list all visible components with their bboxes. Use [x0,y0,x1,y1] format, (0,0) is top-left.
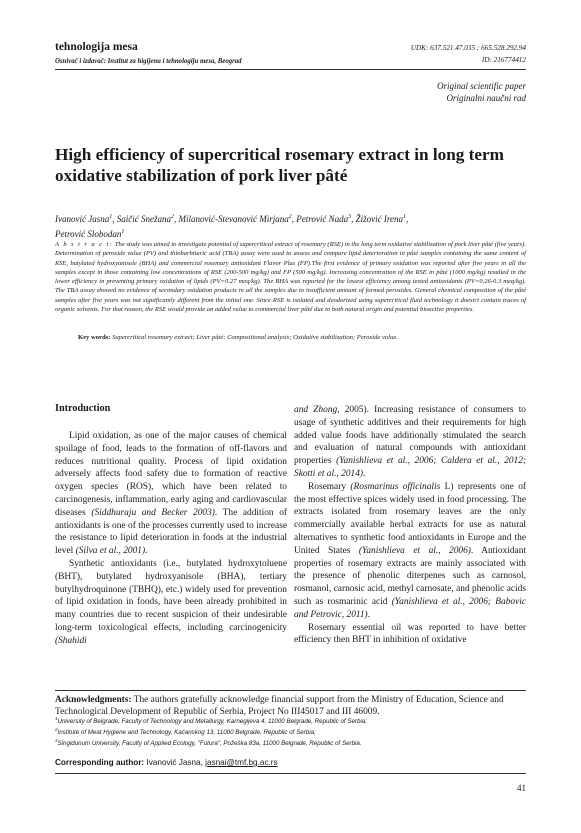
paragraph: Rosemary (Rosmarinus officinalis L) represents one of the most effective spices widely used in food processing. The extracts isolated from rosemary leaves are the only commercially available herbal extracts for use as natural alternatives to synthetic food antioxidants in Europe and the United States (Yanishlieva et al., 2006). Antioxidant properties of rosemary extracts are mainly associated with the presence of phenolic diterpenes such as carnosol, rosmanol, carnosic acid, methyl carnosate, and phenolic acids such as rosmarinic acid (Yanishlieva et al., 2006; Babovic and Petrovic, 2011). [294,481,527,620]
body-column-left [55,430,287,648]
corresponding-label: Corresponding author: [55,758,145,767]
journal-name: tehnologija mesa [55,41,138,53]
corresponding-email-link[interactable]: jasnai@tmf.bg.ac.rs [205,758,278,767]
publisher-line: Osnivač i izdavač: Institut za higijenu i tehnologiju mesa, Beograd [55,58,242,65]
author: Ivanović Jasna [55,214,110,224]
keywords-text: Supercritical rosemary extract; Liver pâté; Compositional analysis; Oxidative stabilization; Peroxide value. [112,334,398,341]
paragraph: Synthetic antioxidants (i.e., butylated hydroxytoluene (BHT), butylated hydroxyanisole (BHA), tertiary butylhydroquinone (TBHQ), etc.) widely used for prevention of lipid oxidation in foods, have been already prohibited in many countries due to recent suspicion of their undesirable long-term toxicological effects, including carcinogenicity (Shahidi [55,558,287,646]
author: Saičić Snežana [116,214,171,224]
udk-code: UDK: 637.521.47.035 ; 665.528.292.94 [410,44,526,52]
corresponding-author [55,758,278,767]
author: Petrović Slobodan [55,229,122,239]
article-id: ID: 216774412 [481,56,526,64]
ack-text: The authors gratefully acknowledge financial support from the Ministry of Education, Science and Technological Development of Republic of Serbia, Project No III45017 and III 46009. [55,695,504,718]
paragraph: Lipid oxidation, as one of the major causes of chemical spoilage of food, leads to the formation of off-flavors and reduces nutritional quality. Process of lipid oxidation adversely affects food safety due to formation of reactive oxygen species (ROS), which have been related to carcinogenesis, inflammation, early aging and cardiovascular diseases (Siddhuraju and Becker 2003). The addition of antioxidants is one of the processes currently used to increase the resistance to lipid deterioration in foods at the industrial level (Silva et al., 2001). [55,431,287,557]
affiliation: $^2$Institute of Meat Hygiene and Technology, Kaćanskog 13, 11000 Belgrade, Republic of Serbia; [55,727,316,737]
paragraph: Rosemary essential oil was reported to have better efficiency then BHT in inhibition of oxidative [294,622,526,646]
abstract-label: A b s t r a c t: [55,241,114,248]
corresponding-name: Ivanović Jasna, [146,758,203,767]
abstract-text: The study was aimed to investigate potential of supercritical extract of rosemary (RSE) in the long term oxidative stabilization of pork liver pâté (five years). Determination of peroxide value (PV) and thiobarbituric acid (TBA) assay were used to assess and compare lipid deterioration in pâté samples containing the same content of RSE, butylated hydroxyanisole (BHA) and commercial rosemary antioxidant Flavor Plus (FP).The first evidence of primary oxidation was reported after five years in all the samples except in those containing low concentrations of RSE (200-500 mg/kg) and FP (500 mg/kg). Increasing concentration of the RSE in pâté (1000 mg/kg) resulted in the lower efficiency in preventing primary oxidation of lipids (PV=0.27 meq/kg). The BHA was reported for the lowest efficiency among tested antioxidants (PV=0.26-0.3 meq/kg). The TBA assay showed no evidence of secondary oxidation products in all the samples due to insufficient amount of formed peroxides. General chemical composition of the pâté samples after five years was not significantly different from the initial one. Since RSE is isolated and deodorized using supercritical fluid technology it doesn't contain traces of organic solvents. For that reason, the RSE would provide an added value to commercial liver pâté due to both natural origin and potential bioactive properties. [55,241,526,314]
author: Žižović Irena [355,214,404,224]
paragraph: and Zhong, 2005). Increasing resistance of consumers to usage of synthetic additives and their requirements for high added value foods have additionally stimulated the search and evaluation of natural compounds with antioxidant properties (Yanishlieva et al., 2006; Caldera et al., 2012; Skotti et al., 2014). [294,405,527,479]
section-heading-introduction: Introduction [55,403,111,414]
author: Milanović-Stevanović Mirjana [178,214,289,224]
page-number: 41 [517,783,526,793]
affiliation: $^1$University of Belgrade, Faculty of Technology and Metallurgy, Karnegijeva 4, 11000 Belgrade, Republic of Serbia; [55,716,367,726]
paper-title: High efficiency of supercritical rosemary extract in long term oxidative stabilization of pork liver pâté [55,145,504,185]
ack-rule [55,690,526,691]
abstract [55,240,526,314]
keywords [78,334,526,341]
author-list: Ivanović Jasna$^1$, Saičić Snežana$^2$, Milanović-Stevanović Mirjana$^2$, Petrović Nada$^3$, Žižović Irena$^1$, Petrović Slobodan$^1$ [55,214,409,239]
affiliation: $^3$Singidunum University, Faculty of Applied Ecology, "Futura", Požeška 83a, 11000 Belgrade, Republic of Serbia. [55,738,362,748]
footer-rule [55,773,526,774]
header-rule [55,69,526,70]
keywords-label: Key words: [78,334,111,341]
paper-type-en: Original scientific paper [437,81,526,91]
paper-type-sr: Originalni naučni rad [446,93,526,103]
author: Petrović Nada [296,214,349,224]
ack-label: Acknowledgments: [55,695,132,705]
body-column-right [294,404,526,647]
